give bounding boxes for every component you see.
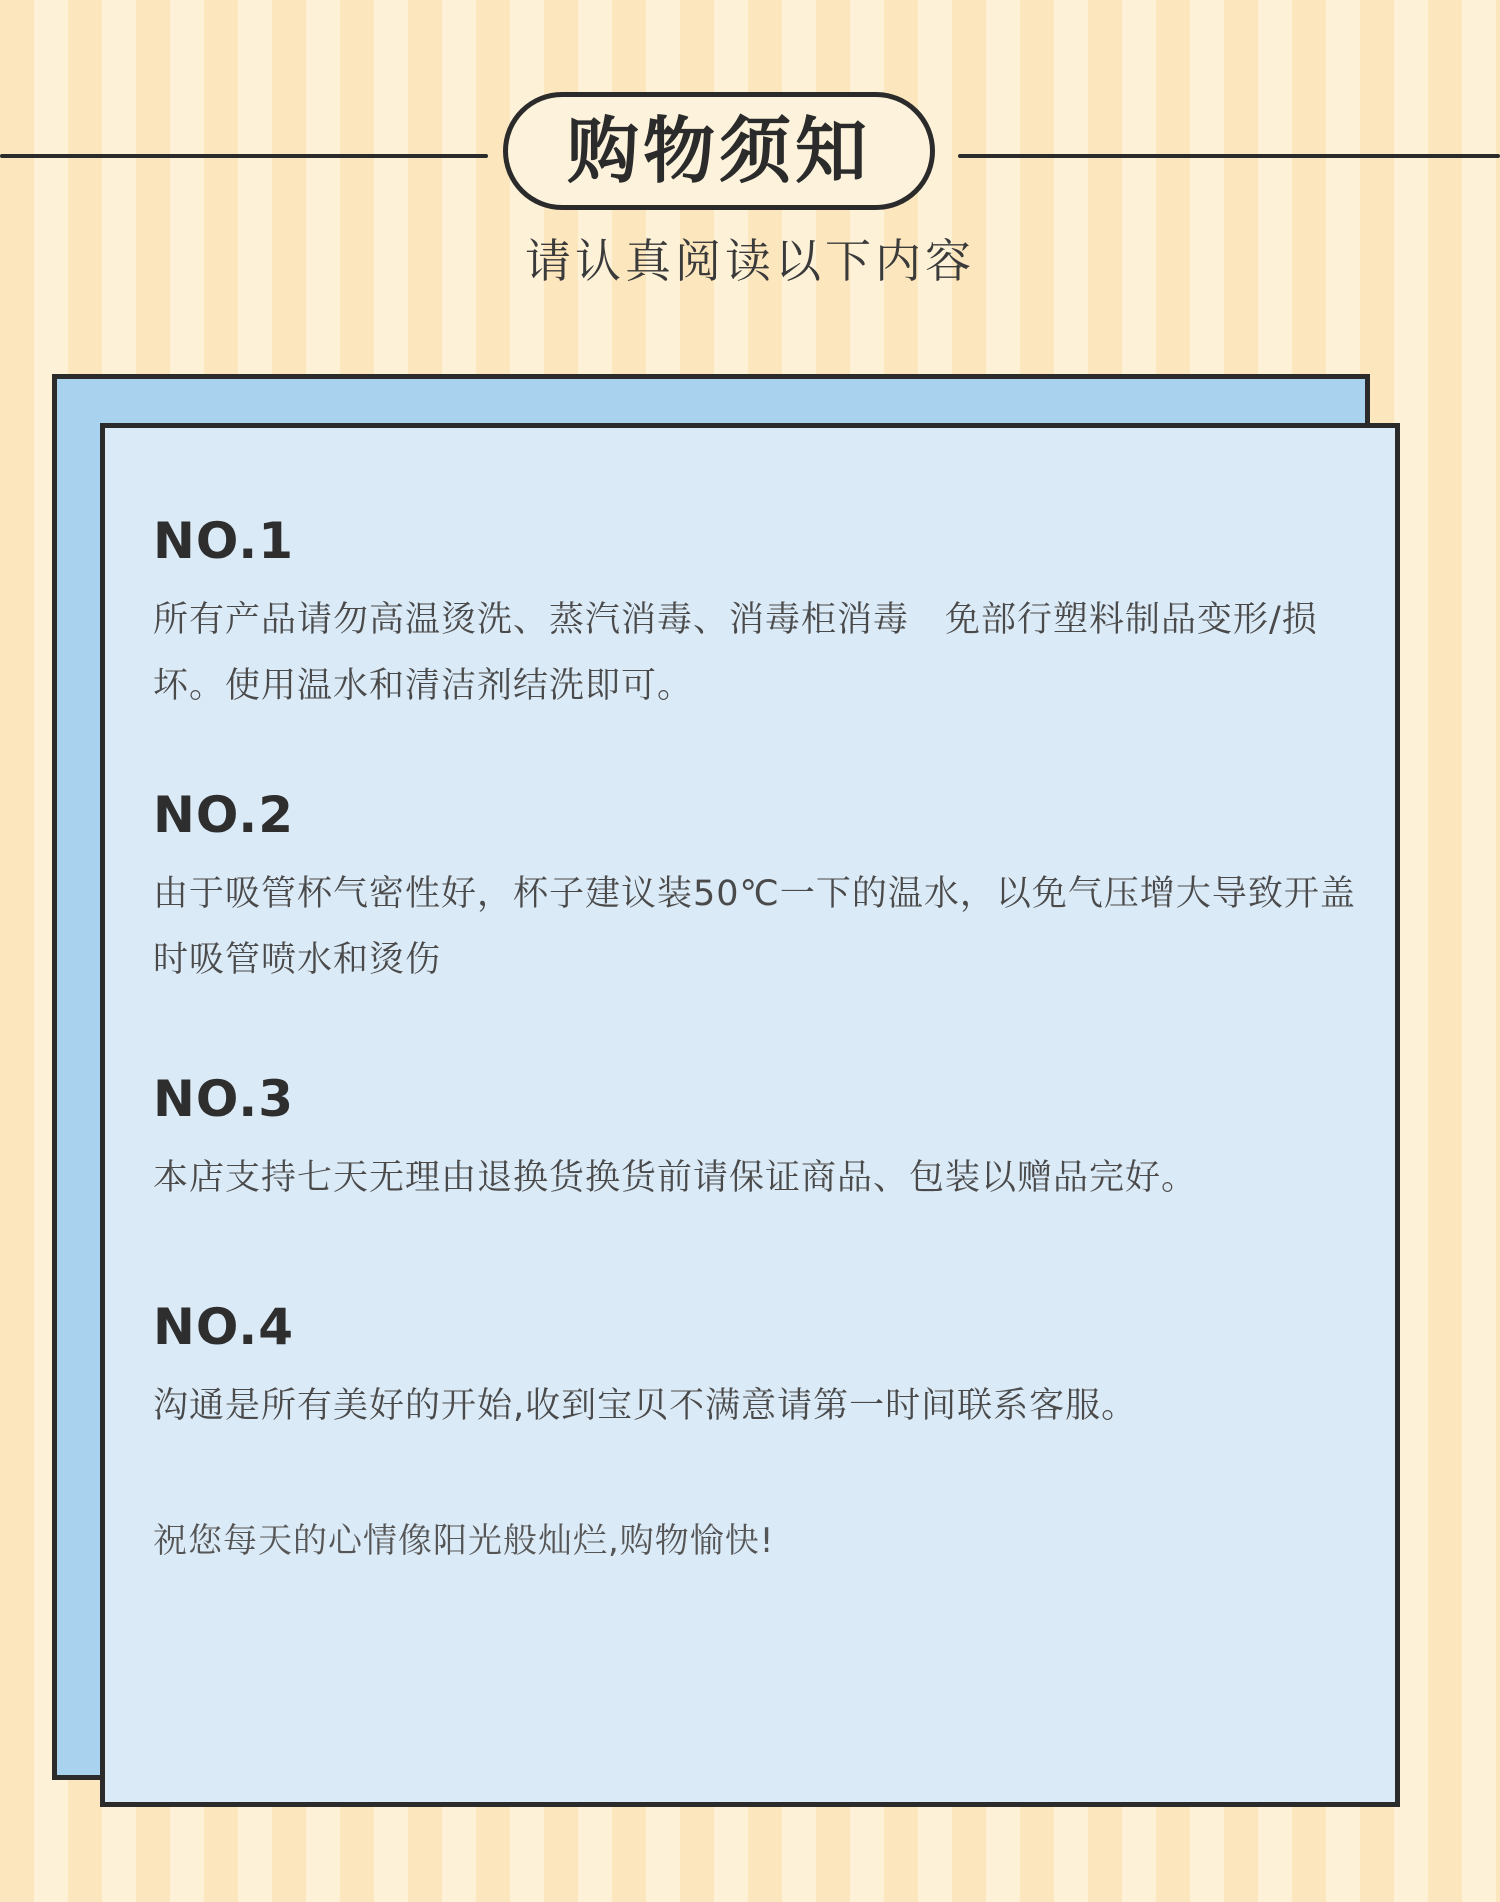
notice-text: 由于吸管杯气密性好，杯子建议装50℃一下的温水，以免气压增大导致开盖时吸管喷水和烫伤 [153, 874, 1356, 980]
closing-message: 祝您每天的心情像阳光般灿烂,购物愉快! [153, 1521, 775, 1561]
notice-text: 沟通是所有美好的开始,收到宝贝不满意请第一时间联系客服。 [153, 1386, 1138, 1426]
notice-card [100, 423, 1400, 1807]
notice-item-4 [153, 1299, 1373, 1439]
header-divider-left [0, 154, 488, 158]
title-badge [503, 92, 935, 210]
notice-number: NO.3 [153, 1070, 295, 1128]
notice-text: 本店支持七天无理由退换货换货前请保证商品、包装以赠品完好。 [153, 1158, 1198, 1198]
notice-item-2 [153, 787, 1373, 993]
notice-item-1 [153, 513, 1373, 719]
page-title: 购物须知 [566, 109, 871, 193]
notice-number: NO.4 [153, 1298, 295, 1356]
header-divider-right [958, 154, 1500, 158]
notice-item-3 [153, 1071, 1373, 1211]
notice-number: NO.1 [153, 512, 295, 570]
page-subtitle: 请认真阅读以下内容 [525, 234, 975, 288]
notice-text: 所有产品请勿高温烫洗、蒸汽消毒、消毒柜消毒 免部行塑料制品变形/损坏。使用温水和清洁剂结洗即可。 [153, 600, 1318, 706]
notice-list [153, 513, 1373, 1569]
notice-number: NO.2 [153, 786, 295, 844]
